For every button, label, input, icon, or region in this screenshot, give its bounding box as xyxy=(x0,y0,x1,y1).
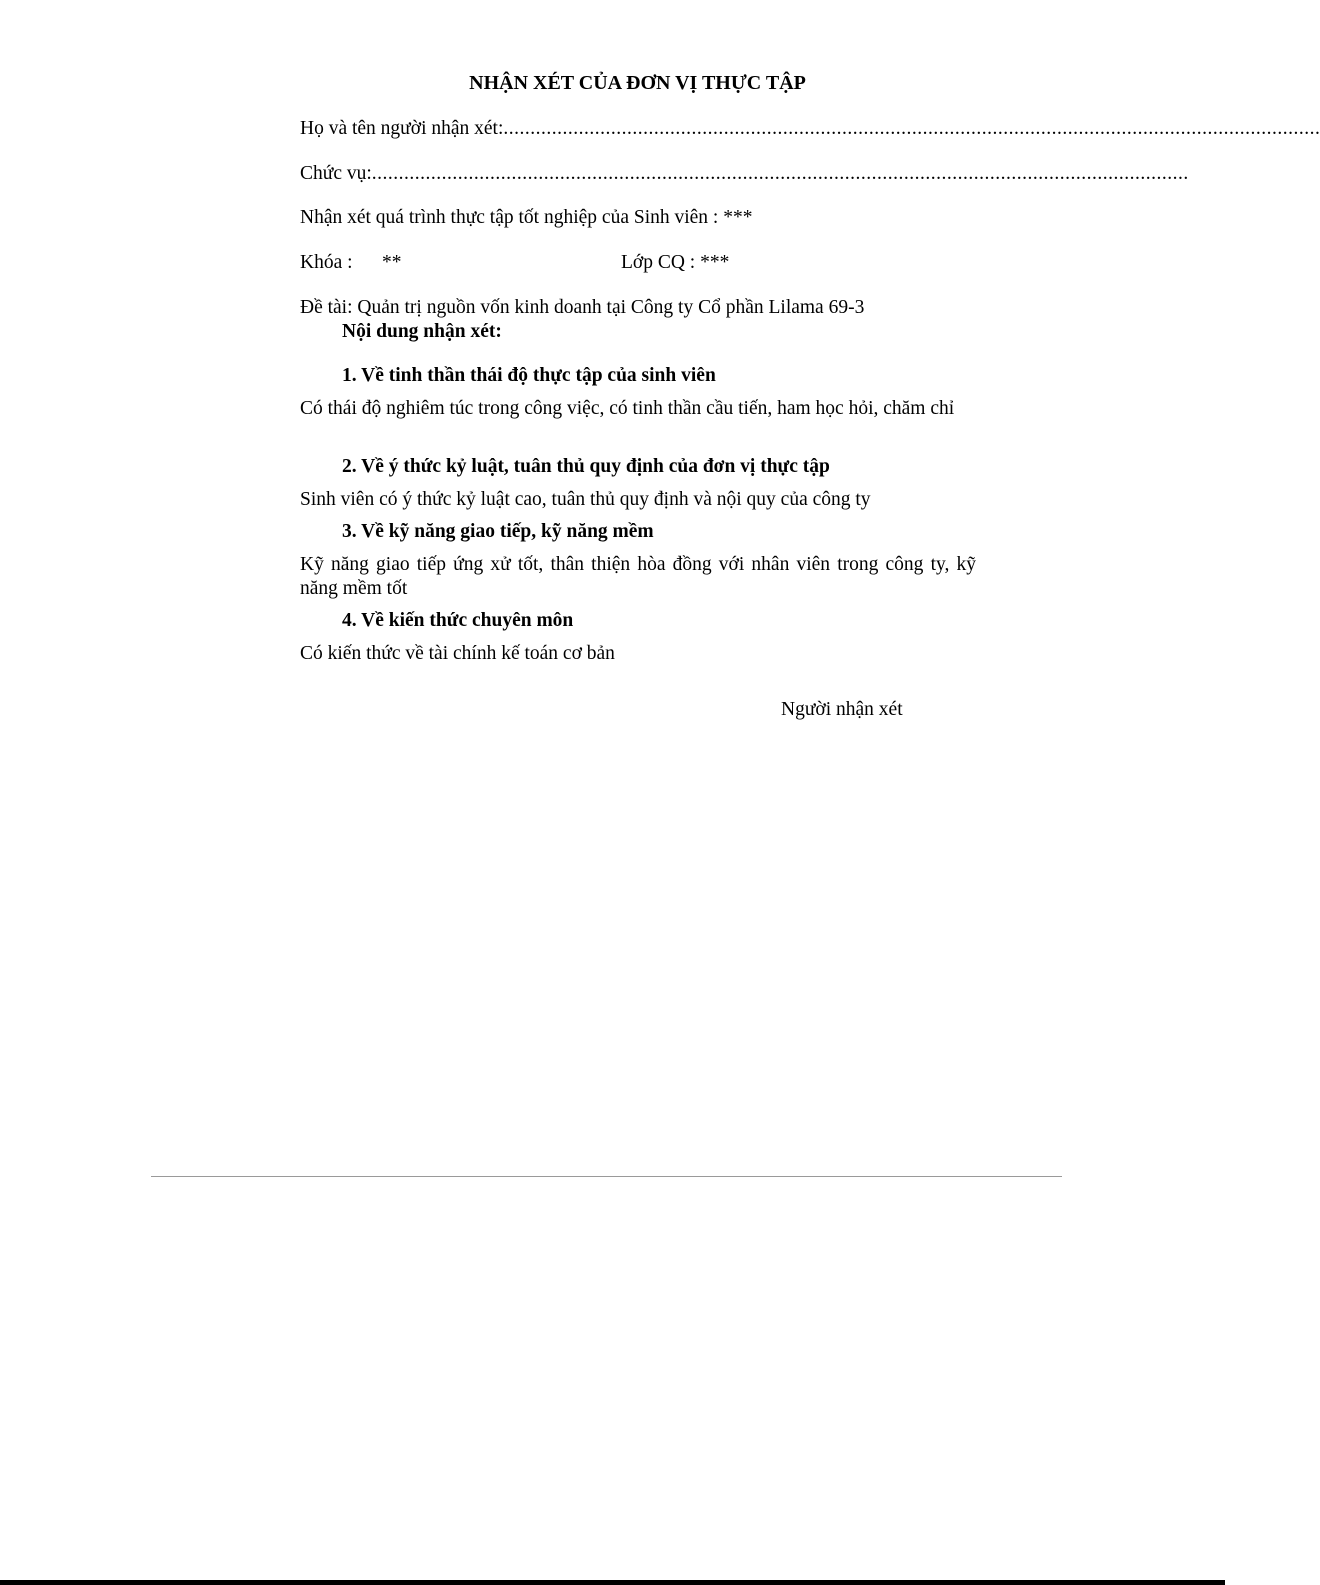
position-line xyxy=(300,162,1189,186)
section-text: Sinh viên có ý thức kỷ luật cao, tuân thủ quy định và nội quy của công ty xyxy=(300,489,871,510)
reviewer-name-label: Họ và tên người nhận xét: xyxy=(300,118,504,139)
section-heading: 3. Về kỹ năng giao tiếp, kỹ năng mềm xyxy=(342,521,654,542)
section-heading: 4. Về kiến thức chuyên môn xyxy=(342,610,574,631)
comment-intro: Nhận xét quá trình thực tập tốt nghiệp của Sinh viên : *** xyxy=(300,207,753,228)
section-text: Có kiến thức về tài chính kế toán cơ bản xyxy=(300,643,615,664)
position-blank: ........................................................................................................................................................ xyxy=(371,163,1189,184)
section-heading: 2. Về ý thức kỷ luật, tuân thủ quy định của đơn vị thực tập xyxy=(342,456,830,477)
page-divider xyxy=(151,1176,1062,1177)
page-bottom-edge xyxy=(0,1580,1225,1585)
topic-line: Đề tài: Quản trị nguồn vốn kinh doanh tại Công ty Cổ phần Lilama 69-3 xyxy=(300,297,865,318)
signature-label: Người nhận xét xyxy=(781,699,903,720)
course-label: Khóa : xyxy=(300,252,353,273)
section-text: Kỹ năng giao tiếp ứng xử tốt, thân thiện hòa đồng với nhân viên trong công ty, kỹ năng mềm tốt xyxy=(300,554,976,599)
course-value: ** xyxy=(382,252,402,273)
section-text: Có thái độ nghiêm túc trong công việc, có tinh thần cầu tiến, ham học hỏi, chăm chỉ xyxy=(300,398,955,419)
class-label: Lớp CQ : *** xyxy=(621,252,730,273)
position-label: Chức vụ: xyxy=(300,163,372,184)
reviewer-name-blank: ........................................................................................................................................................ xyxy=(503,118,1320,139)
document-title: NHẬN XÉT CỦA ĐƠN VỊ THỰC TẬP xyxy=(469,72,806,94)
section-heading: 1. Về tinh thần thái độ thực tập của sinh viên xyxy=(342,365,716,386)
reviewer-name-line xyxy=(300,117,1320,141)
content-heading: Nội dung nhận xét: xyxy=(342,321,502,342)
